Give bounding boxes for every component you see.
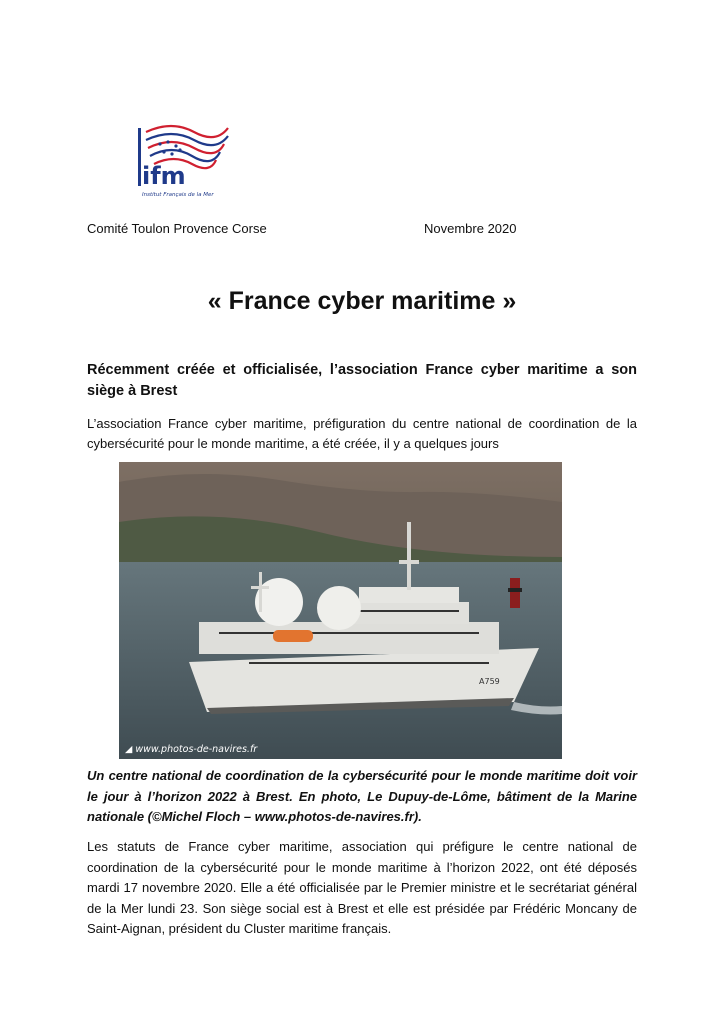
ship-photo — [119, 462, 562, 759]
body-paragraph: Les statuts de France cyber maritime, association qui préfigure le centre national de coordination de la cybersécurité pour le monde maritime à l’horizon 2022, ont été déposés mardi 17 novembre 2020. Elle a été officialisée par le Premier ministre et le secrétariat général de la Mer lundi 23. Son siège social est à Brest et elle est présidée par Frédéric Moncany de Saint-Aignan, président du Cluster maritime français. — [87, 839, 637, 936]
committee-name: Comité Toulon Provence Corse — [87, 221, 267, 236]
ifm-logo — [132, 118, 230, 208]
document-title: « France cyber maritime » — [207, 287, 517, 315]
hull-number: A759 — [479, 677, 500, 686]
document-date: Novembre 2020 — [424, 221, 517, 236]
photo-watermark-text: www.photos-de-navires.fr — [135, 744, 258, 755]
subheading: Récemment créée et officialisée, l’association France cyber maritime a son siège à Brest — [87, 362, 637, 399]
logo-wordmark: ifm — [142, 162, 186, 190]
intro-paragraph: L’association France cyber maritime, préfiguration du centre national de coordination de la cybersécurité pour le monde maritime, a été créée, il y a quelques jours — [87, 416, 637, 451]
logo-subtext: Institut Français de la Mer — [142, 192, 214, 198]
photo-watermark: ◢ www.photos-de-navires.fr — [125, 744, 258, 755]
photo-caption: Un centre national de coordination de la cybersécurité pour le monde maritime doit voir le jour à l’horizon 2022 à Brest. En photo, Le Dupuy-de-Lôme, bâtiment de la Marine nationale (©Michel Floch – www.photos-de-navires.fr). — [87, 768, 637, 824]
